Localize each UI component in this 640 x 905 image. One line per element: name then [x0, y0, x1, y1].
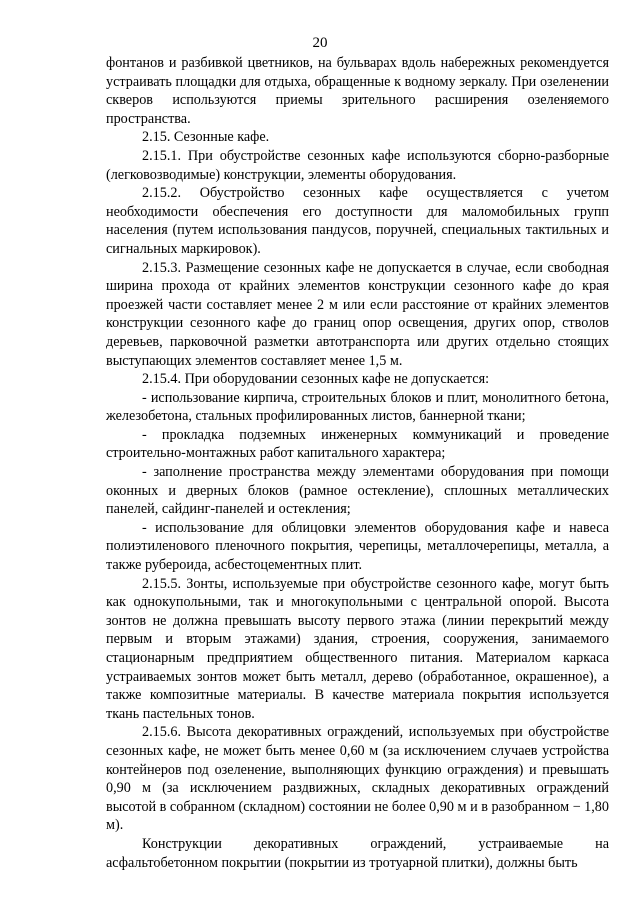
clause-2-15-4: 2.15.4. При оборудовании сезонных кафе не допускается:	[142, 371, 490, 388]
list-item: - заполнение пространства между элементами оборудования при помощи оконных и дверных блоков (рамное остекление), сплошных металлических панелей, сайдинг-панелей и остекления;	[106, 464, 609, 518]
clause-2-15-2: 2.15.2. Обустройство сезонных кафе осуществляется с учетом необходимости обеспечения его доступности для маломобильных групп населения (путем использования пандусов, поручней, специальных тактильных и сигнальных маркировок).	[106, 185, 609, 257]
paragraph-fence-constructions: Конструкции декоративных ограждений, устраиваемые на асфальтобетонном покрытии (покрытии из тротуарной плитки), должны быть	[106, 835, 609, 871]
list-item: - использование для облицовки элементов оборудования кафе и навеса полиэтиленового пленочного покрытия, черепицы, металлочерепицы, металла, а также рубероида, асбестоцементных плит.	[106, 519, 609, 574]
page-number: 20	[312, 35, 328, 51]
list-item: - использование кирпича, строительных блоков и плит, монолитного бетона, железобетона, стальных профилированных листов, баннерной ткани;	[106, 389, 609, 425]
clause-2-15-3: 2.15.3. Размещение сезонных кафе не допускается в случае, если свободная ширина прохода от крайних элементов конструкции сезонного кафе до края проезжей части составляет менее 2 м или если расстояние от крайних элементов конструкции сезонного кафе до границ опор освещения, других опор, стволов деревьев, парковочной разметки автотранспорта или других отдельно стоящих выступающих элементов составляет менее 1,5 м.	[106, 259, 609, 369]
section-heading-2-15: 2.15. Сезонные кафе.	[142, 129, 270, 146]
clause-2-15-1: 2.15.1. При обустройстве сезонных кафе используются сборно-разборные (легковозводимые) конструкции, элементы оборудования.	[106, 147, 609, 183]
clause-2-15-6: 2.15.6. Высота декоративных ограждений, используемых при обустройстве сезонных кафе, не может быть менее 0,60 м (за исключением случаев устройства контейнеров под озеленение, выполняющих функцию ограждения) и превышать 0,90 м (за исключением раздвижных, складных декоративных ограждений высотой в собранном (складном) состоянии не более 0,90 м и в разобранном − 1,80 м).	[106, 724, 609, 834]
list-item: - прокладка подземных инженерных коммуникаций и проведение строительно-монтажных работ капитального характера;	[106, 426, 609, 462]
paragraph-continuation: фонтанов и разбивкой цветников, на бульварах вдоль набережных рекомендуется устраивать площадки для отдыха, обращенные к водному зеркалу. При озеленении скверов используются приемы зрительного расширения озеленяемого пространства.	[106, 55, 609, 127]
body-text	[106, 54, 609, 872]
clause-2-15-5: 2.15.5. Зонты, используемые при обустройстве сезонного кафе, могут быть как однокупольными, так и многокупольными с центральной опорой. Высота зонтов не должна превышать высоту первого этажа (линии перекрытий между первым и вторым этажами) здания, строения, сооружения, занимаемого стационарным предприятием общественного питания. Материалом каркаса устраиваемых зонтов может быть металл, дерево (обработанное, окрашенное), а также композитные материалы. В качестве материала покрытия используется ткань пастельных тонов.	[106, 575, 609, 722]
